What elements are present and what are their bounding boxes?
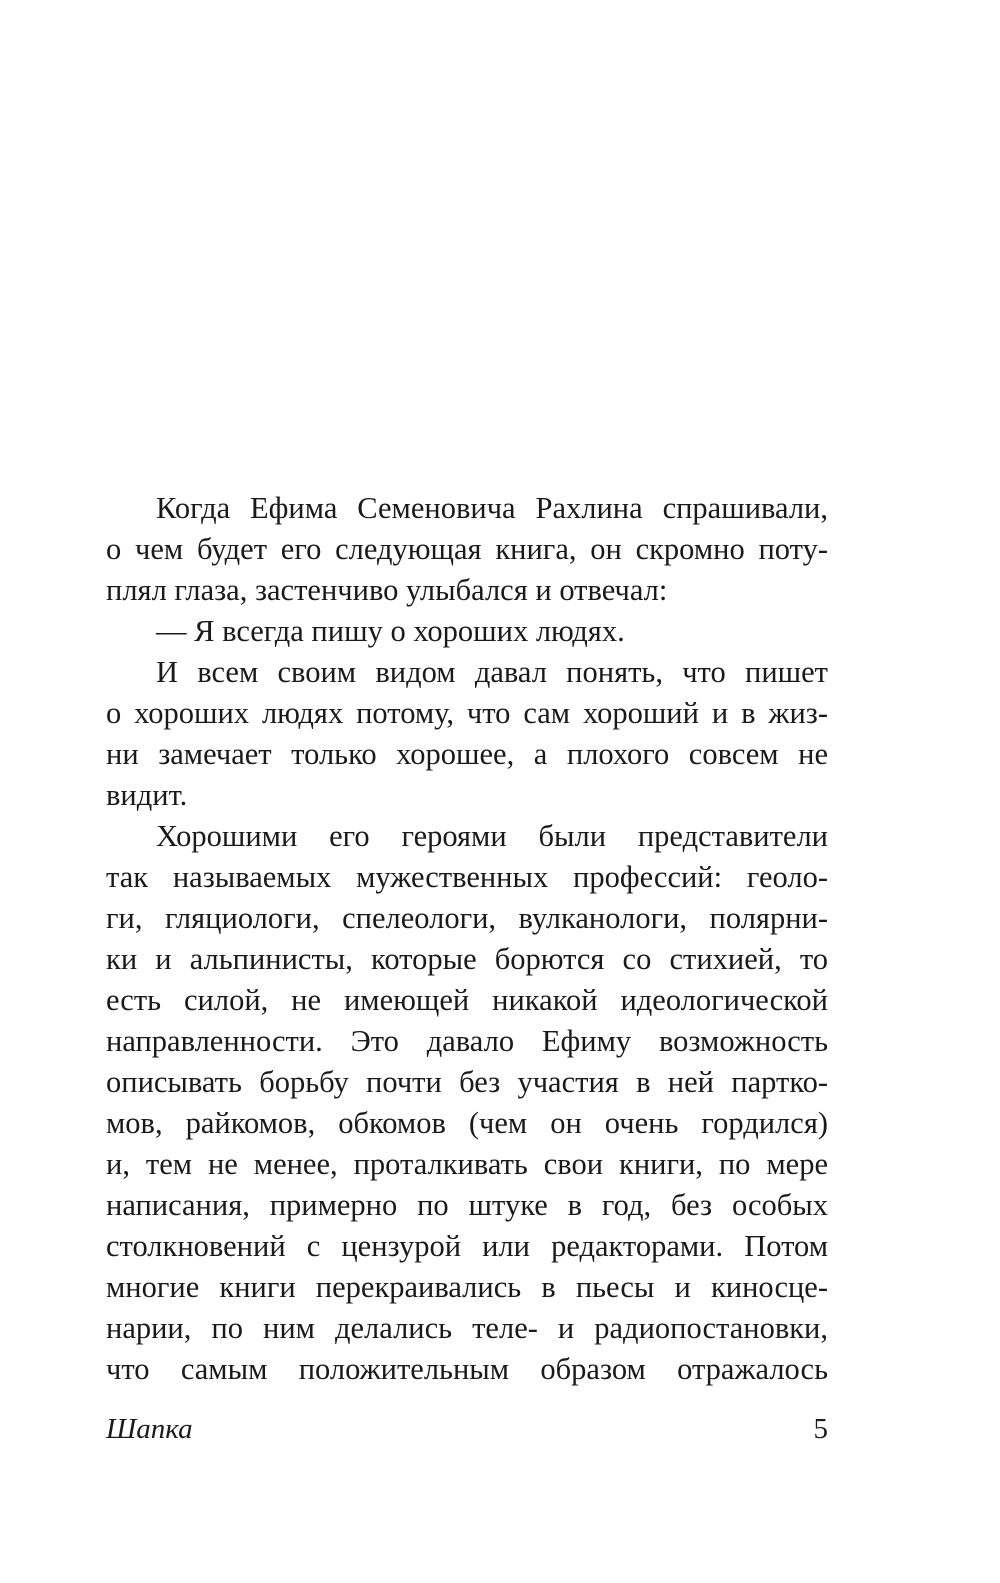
text-line: многие книги перекраивались в пьесы и киносце-	[106, 1270, 828, 1304]
text-line: и, тем не менее, проталкивать свои книги, по мере	[106, 1147, 828, 1181]
page-number: 5	[813, 1413, 828, 1445]
text-line: И всем своим видом давал понять, что пишет	[156, 655, 828, 689]
text-line: ги, гляциологи, спелеологи, вулканологи, полярни-	[106, 901, 828, 935]
text-line: о хороших людях потому, что сам хороший и в жиз-	[106, 696, 828, 730]
text-line: написания, примерно по штуке в год, без особых	[106, 1188, 828, 1222]
text-line: так называемых мужественных профессий: геоло-	[106, 860, 828, 894]
text-line: ни замечает только хорошее, а плохого совсем не	[106, 737, 828, 771]
text-line: Хорошими его героями были представители	[156, 819, 828, 853]
text-line: нарии, по ним делались теле- и радиопостановки,	[106, 1311, 828, 1345]
text-line: видит.	[106, 778, 188, 812]
text-line: — Я всегда пишу о хороших людях.	[156, 614, 625, 648]
text-line: ки и альпинисты, которые борются со стихией, то	[106, 942, 828, 976]
text-line: мов, райкомов, обкомов (чем он очень гордился)	[106, 1106, 828, 1140]
page-footer	[106, 1409, 828, 1449]
text-line: описывать борьбу почти без участия в ней партко-	[106, 1065, 828, 1099]
text-line: о чем будет его следующая книга, он скромно поту-	[106, 532, 828, 566]
text-line: есть силой, не имеющей никакой идеологической	[106, 983, 828, 1017]
text-line: столкновений с цензурой или редакторами. Потом	[106, 1229, 828, 1263]
running-title: Шапка	[106, 1413, 193, 1445]
text-line: что самым положительным образом отражалось	[106, 1352, 828, 1386]
text-line: плял глаза, застенчиво улыбался и отвечал:	[106, 573, 668, 607]
body-text	[106, 488, 828, 1390]
text-line: направленности. Это давало Ефиму возможность	[106, 1024, 828, 1058]
text-line: Когда Ефима Семеновича Рахлина спрашивали,	[156, 491, 828, 525]
